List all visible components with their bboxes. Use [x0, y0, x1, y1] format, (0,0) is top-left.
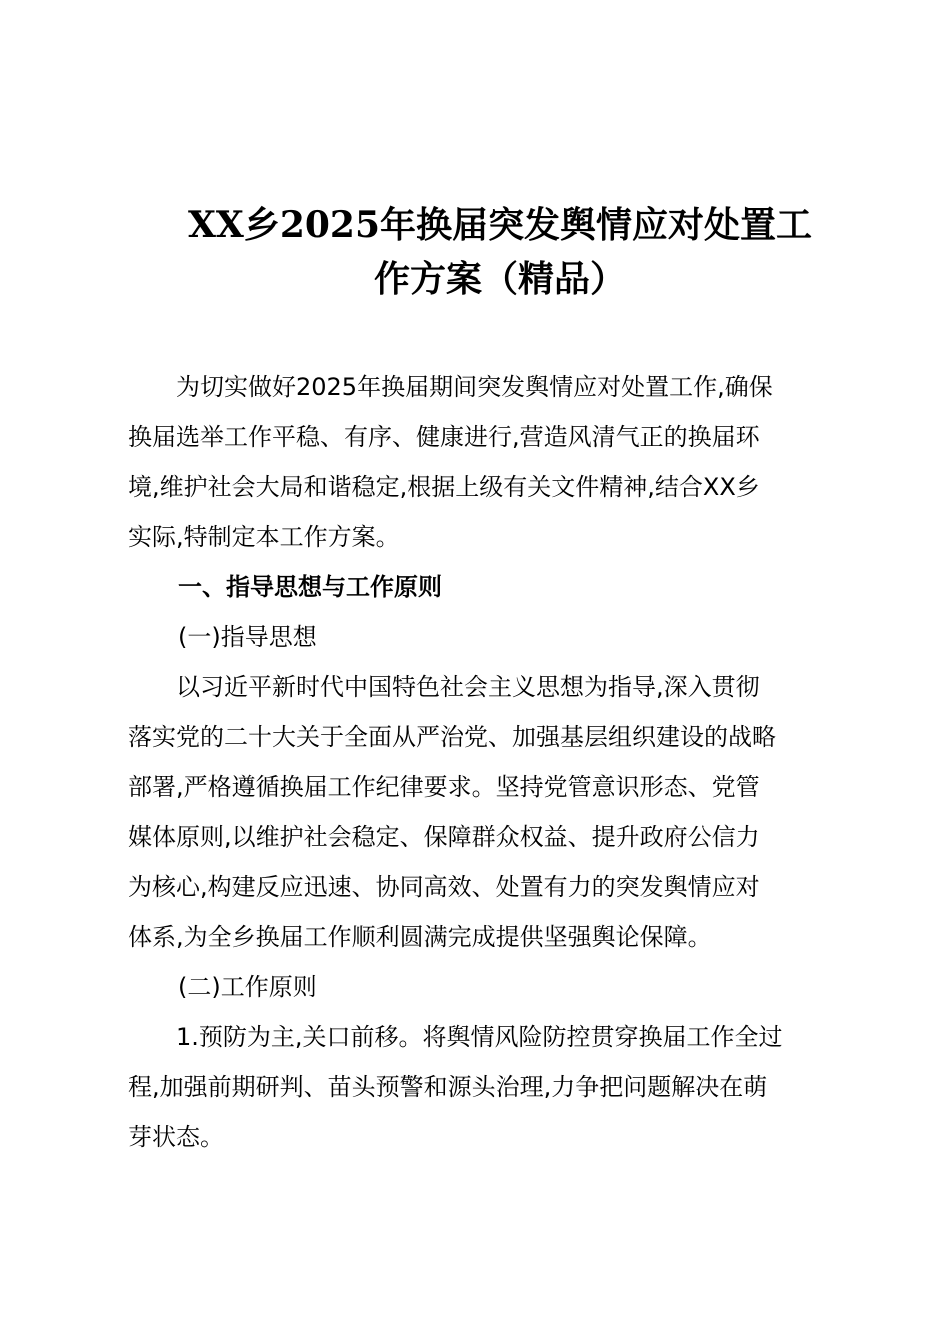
- intro-paragraph: [128, 362, 828, 562]
- text-line: 实际,特制定本工作方案。: [128, 523, 400, 551]
- title-line: XX乡2025年换届突发舆情应对处置工: [187, 204, 813, 246]
- text-line: 芽状态。: [128, 1123, 224, 1151]
- subsection-heading: (一)指导思想: [178, 623, 317, 651]
- text-line: 程,加强前期研判、苗头预警和源头治理,力争把问题解决在萌: [128, 1073, 768, 1101]
- document-body: [128, 362, 828, 1162]
- text-line: 落实党的二十大关于全面从严治党、加强基层组织建设的战略: [128, 723, 776, 751]
- text-line: 部署,严格遵循换届工作纪律要求。坚持党管意识形态、党管: [128, 773, 760, 801]
- title-line: 作方案（精品）: [373, 258, 626, 300]
- guiding-thought-paragraph: [128, 662, 828, 962]
- text-line: 为切实做好2025年换届期间突发舆情应对处置工作,确保: [176, 373, 773, 401]
- principle-paragraph: [128, 1012, 828, 1162]
- text-line: 为核心,构建反应迅速、协同高效、处置有力的突发舆情应对: [128, 873, 760, 901]
- text-line: 1.预防为主,关口前移。将舆情风险防控贯穿换届工作全过: [176, 1023, 783, 1051]
- text-line: 媒体原则,以维护社会稳定、保障群众权益、提升政府公信力: [128, 823, 760, 851]
- document-title: [130, 198, 870, 306]
- section-heading: 一、指导思想与工作原则: [178, 573, 442, 601]
- text-line: 换届选举工作平稳、有序、健康进行,营造风清气正的换届环: [128, 423, 760, 451]
- subsection-heading: (二)工作原则: [178, 973, 317, 1001]
- text-line: 以习近平新时代中国特色社会主义思想为指导,深入贯彻: [176, 673, 760, 701]
- text-line: 体系,为全乡换届工作顺利圆满完成提供坚强舆论保障。: [128, 923, 712, 951]
- text-line: 境,维护社会大局和谐稳定,根据上级有关文件精神,结合XX乡: [128, 473, 760, 501]
